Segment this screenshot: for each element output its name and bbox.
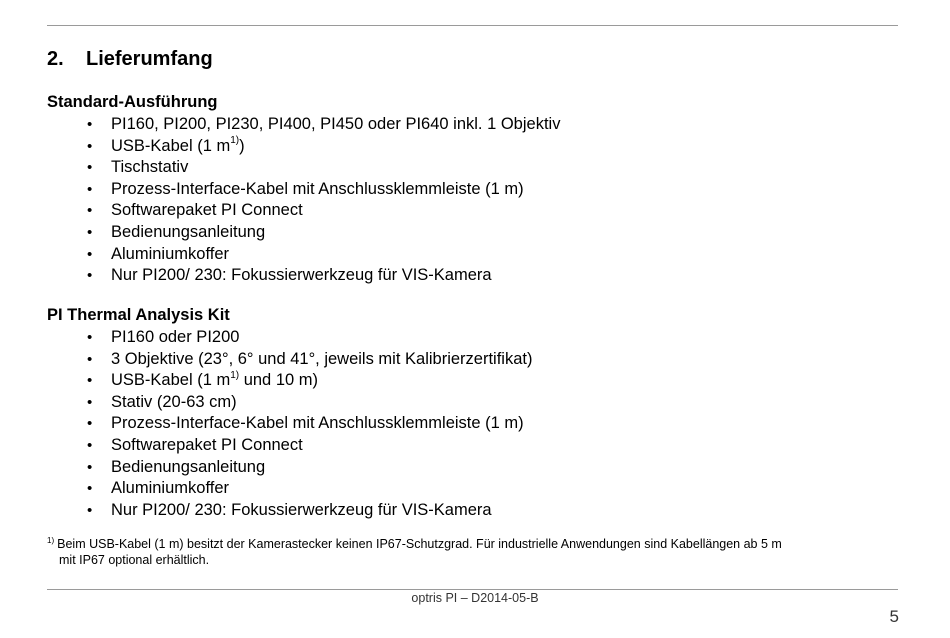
- kit-title: PI Thermal Analysis Kit: [47, 306, 230, 324]
- list-item-text: Tischstativ: [111, 158, 189, 177]
- list-item-text: Prozess-Interface-Kabel mit Anschlussklemmleiste (1 m): [111, 414, 524, 433]
- list-item-text: Bedienungsanleitung: [111, 222, 266, 241]
- bullet-icon: •: [87, 350, 93, 368]
- footnote-mark: 1): [47, 535, 55, 545]
- bullet-icon: •: [87, 116, 93, 133]
- bullet-icon: •: [87, 267, 93, 285]
- list-item-text: [111, 370, 318, 392]
- page-number: 5: [889, 607, 899, 626]
- list-item-text: [111, 136, 245, 158]
- footer-rule: [47, 589, 898, 590]
- bullet-icon: •: [87, 458, 93, 476]
- list-item-text: 3 Objektive (23°, 6° und 41°, jeweils mit Kalibrierzertifikat): [111, 349, 533, 368]
- list-item-text: Prozess-Interface-Kabel mit Anschlussklemmleiste (1 m): [111, 179, 524, 198]
- section-heading: [47, 46, 213, 72]
- bullet-icon: •: [87, 415, 93, 433]
- bullet-icon: •: [87, 372, 93, 390]
- list-item-text-post: ): [239, 136, 245, 155]
- list-item-text: Nur PI200/ 230: Fokussierwerkzeug für VIS-Kamera: [111, 266, 492, 285]
- bullet-icon: •: [87, 245, 93, 263]
- footnote-line-1: Beim USB-Kabel (1 m) besitzt der Kamerastecker keinen IP67-Schutzgrad. Für industrielle Anwendungen sind Kabellängen ab 5 m: [57, 537, 782, 551]
- bullet-icon: •: [87, 180, 93, 198]
- list-item-text: Aluminiumkoffer: [111, 244, 229, 263]
- section-title: Lieferumfang: [86, 48, 213, 70]
- bullet-icon: •: [87, 393, 93, 411]
- list-item-text: Stativ (20-63 cm): [111, 392, 237, 411]
- bullet-icon: •: [87, 480, 93, 498]
- header-rule: [47, 25, 898, 26]
- list-item-text-pre: USB-Kabel (1 m: [111, 136, 231, 155]
- footnote-ref: 1): [230, 135, 240, 147]
- list-item-text: Aluminiumkoffer: [111, 479, 229, 498]
- list-item-text: Softwarepaket PI Connect: [111, 435, 303, 454]
- footnote-line-2: mit IP67 optional erhältlich.: [59, 553, 210, 567]
- bullet-icon: •: [87, 329, 93, 346]
- footer-document-id: optris PI – D2014-05-B: [411, 591, 539, 605]
- list-item-text: PI160 oder PI200: [111, 328, 240, 346]
- list-item-text: Softwarepaket PI Connect: [111, 201, 303, 220]
- bullet-icon: •: [87, 501, 93, 519]
- list-item-text: Bedienungsanleitung: [111, 457, 266, 476]
- section-number: 2.: [47, 48, 64, 70]
- bullet-icon: •: [87, 202, 93, 220]
- list-item-text-pre: USB-Kabel (1 m: [111, 371, 231, 390]
- bullet-icon: •: [87, 159, 93, 177]
- bullet-icon: •: [87, 436, 93, 454]
- list-item-text: Nur PI200/ 230: Fokussierwerkzeug für VIS-Kamera: [111, 500, 492, 519]
- list-item-text: PI160, PI200, PI230, PI400, PI450 oder PI640 inkl. 1 Objektiv: [111, 115, 561, 133]
- list-item-text-post: und 10 m): [239, 371, 318, 390]
- footnote-ref: 1): [230, 369, 240, 381]
- bullet-icon: •: [87, 137, 93, 155]
- standard-title: Standard-Ausführung: [47, 93, 218, 111]
- footnote: [47, 536, 907, 568]
- bullet-icon: •: [87, 223, 93, 241]
